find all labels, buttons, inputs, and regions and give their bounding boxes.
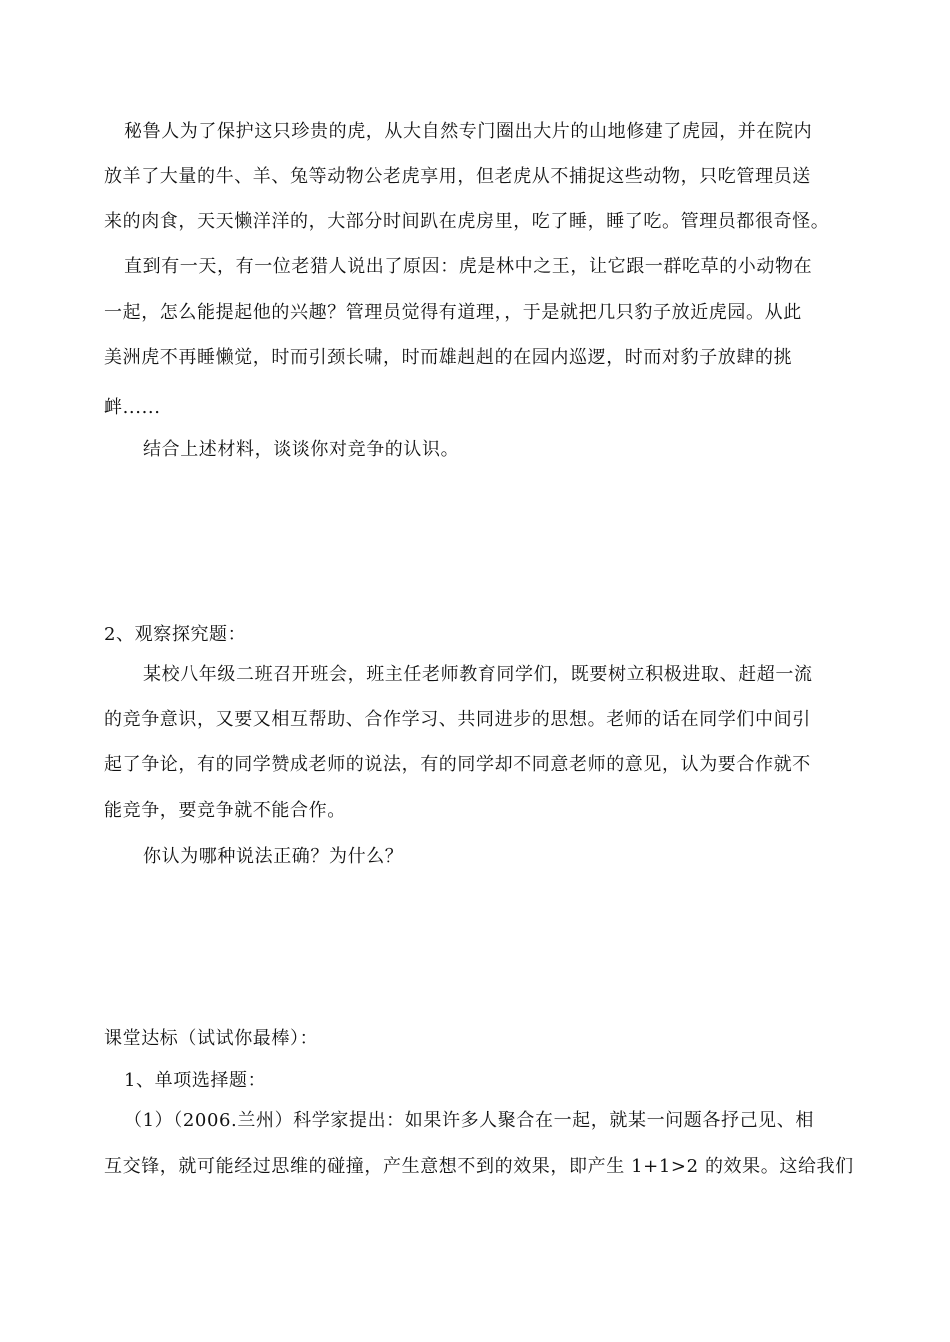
section2-heading: 2、观察探究题： bbox=[104, 624, 247, 645]
passage1-line-3: 来的肉食，天天懒洋洋的，大部分时间趴在虎房里，吃了睡，睡了吃。管理员都很奇怪。 bbox=[104, 211, 830, 232]
passage1-line-6: 美洲虎不再睡懒觉，时而引颈长啸，时而雄赳赳的在园内巡逻，时而对豹子放肆的挑 bbox=[104, 347, 793, 368]
passage1-line-7: 衅...... bbox=[104, 397, 161, 418]
passage1-question: 结合上述材料，谈谈你对竞争的认识。 bbox=[143, 439, 460, 460]
classroom-subheading: 1、单项选择题： bbox=[124, 1070, 267, 1091]
section2-line-3: 起了争论，有的同学赞成老师的说法，有的同学却不同意老师的意见，认为要合作就不 bbox=[104, 754, 811, 775]
item1-line-2: 互交锋，就可能经过思维的碰撞，产生意想不到的效果，即产生 1+1>2 的效果。这给我们 bbox=[104, 1156, 854, 1177]
passage1-line-1: 秘鲁人为了保护这只珍贵的虎，从大自然专门圈出大片的山地修建了虎园，并在院内 bbox=[124, 121, 813, 142]
section2-line-1: 某校八年级二班召开班会，班主任老师教育同学们，既要树立积极进取、赶超一流 bbox=[143, 664, 813, 685]
item1-line-1: （1）（2006.兰州）科学家提出：如果许多人聚合在一起，就某一问题各抒己见、相 bbox=[124, 1110, 814, 1131]
section2-question: 你认为哪种说法正确？为什么？ bbox=[143, 846, 404, 867]
classroom-heading: 课堂达标（试试你最棒）： bbox=[104, 1028, 319, 1049]
passage1-line-4: 直到有一天，有一位老猎人说出了原因：虎是林中之王，让它跟一群吃草的小动物在 bbox=[124, 256, 813, 277]
section2-line-2: 的竞争意识，又要又相互帮助、合作学习、共同进步的思想。老师的话在同学们中间引 bbox=[104, 709, 811, 730]
section2-line-4: 能竞争，要竞争就不能合作。 bbox=[104, 800, 346, 821]
passage1-line-2: 放羊了大量的牛、羊、兔等动物公老虎享用，但老虎从不捕捉这些动物，只吃管理员送 bbox=[104, 166, 811, 187]
passage1-line-5: 一起，怎么能提起他的兴趣？管理员觉得有道理，，于是就把几只豹子放近虎园。从此 bbox=[104, 302, 802, 323]
